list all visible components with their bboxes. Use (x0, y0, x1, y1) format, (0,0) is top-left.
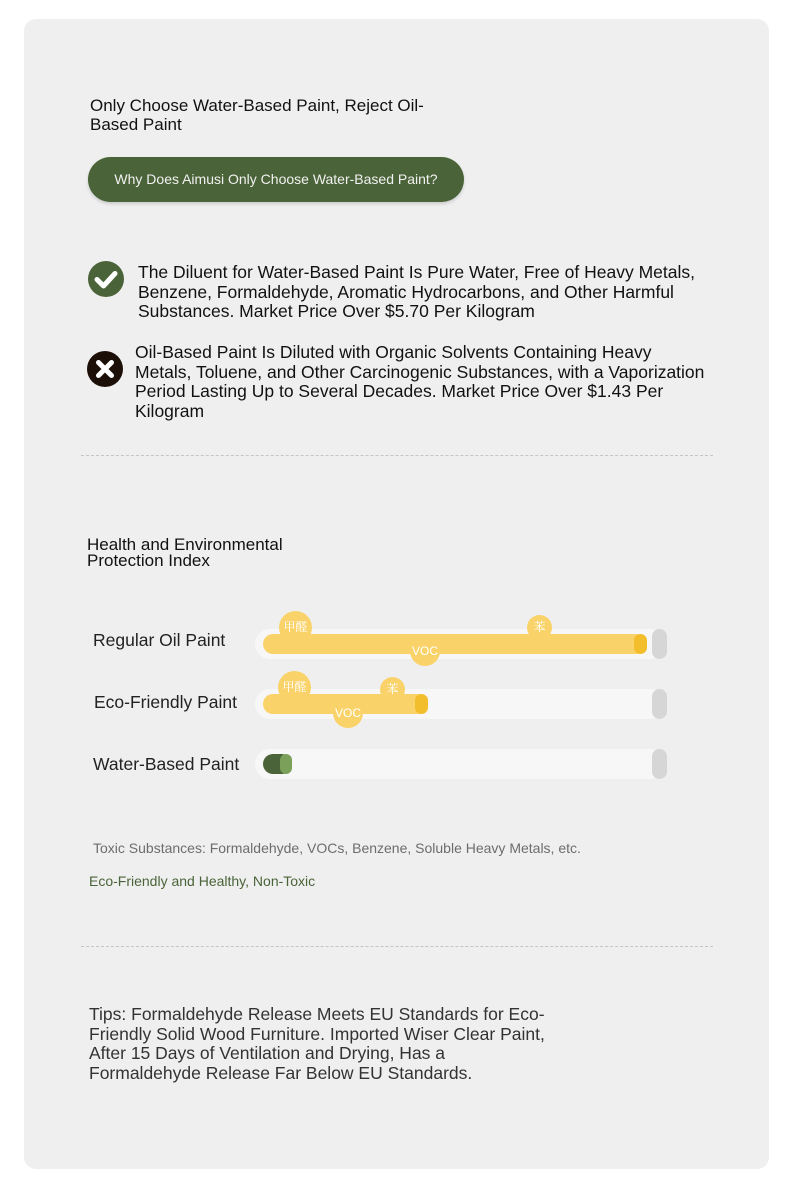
track-end-cap (652, 689, 667, 719)
formaldehyde-bubble: 甲醛 (278, 671, 311, 704)
check-icon (88, 261, 124, 297)
page-title: Only Choose Water-Based Paint, Reject Oil-Based Paint (90, 96, 424, 134)
bar-end (415, 694, 428, 714)
benzene-bubble: 苯 (527, 615, 552, 640)
water-based-point: The Diluent for Water-Based Paint Is Pure Water, Free of Heavy Metals, Benzene, Formaldehyde, Aromatic Hydrocarbons, and Other Harmful Substances. Market Price Over $5.70 Per Kilogram (138, 262, 695, 321)
x-icon (87, 351, 123, 387)
toxic-substances-note: Toxic Substances: Formaldehyde, VOCs, Benzene, Soluble Heavy Metals, etc. (93, 840, 581, 856)
eco-friendly-note: Eco-Friendly and Healthy, Non-Toxic (89, 873, 316, 889)
voc-bubble: VOC (410, 636, 440, 666)
track-end-cap (652, 749, 667, 779)
divider (81, 946, 713, 947)
voc-bubble: VOC (333, 698, 363, 728)
bar-end (280, 754, 292, 774)
index-track-water-based-paint (255, 749, 665, 779)
index-bar-regular-oil-paint (263, 634, 647, 654)
bar-end (634, 634, 647, 654)
row-label-eco-friendly-paint: Eco-Friendly Paint (94, 692, 237, 712)
row-label-water-based-paint: Water-Based Paint (93, 754, 240, 774)
oil-based-point: Oil-Based Paint Is Diluted with Organic Solvents Containing Heavy Metals, Toluene, and Other Carcinogenic Substances, with a Vaporization Period Lasting Up to Several Decades. Market Price Over $1.43 Per Kilogram (135, 342, 705, 421)
formaldehyde-bubble: 甲醛 (279, 611, 312, 644)
divider (81, 455, 713, 456)
row-label-regular-oil-paint: Regular Oil Paint (93, 630, 226, 650)
why-water-based-button[interactable]: Why Does Aimusi Only Choose Water-Based Paint? (88, 157, 464, 202)
tips-text: Tips: Formaldehyde Release Meets EU Standards for Eco-Friendly Solid Wood Furniture. Imported Wiser Clear Paint, After 15 Days of Ventilation and Drying, Has a Formaldehyde Release Far Below EU Standards. (89, 1004, 545, 1083)
index-title: Health and Environmental Protection Index (87, 535, 283, 570)
benzene-bubble: 苯 (380, 677, 405, 702)
track-end-cap (652, 629, 667, 659)
